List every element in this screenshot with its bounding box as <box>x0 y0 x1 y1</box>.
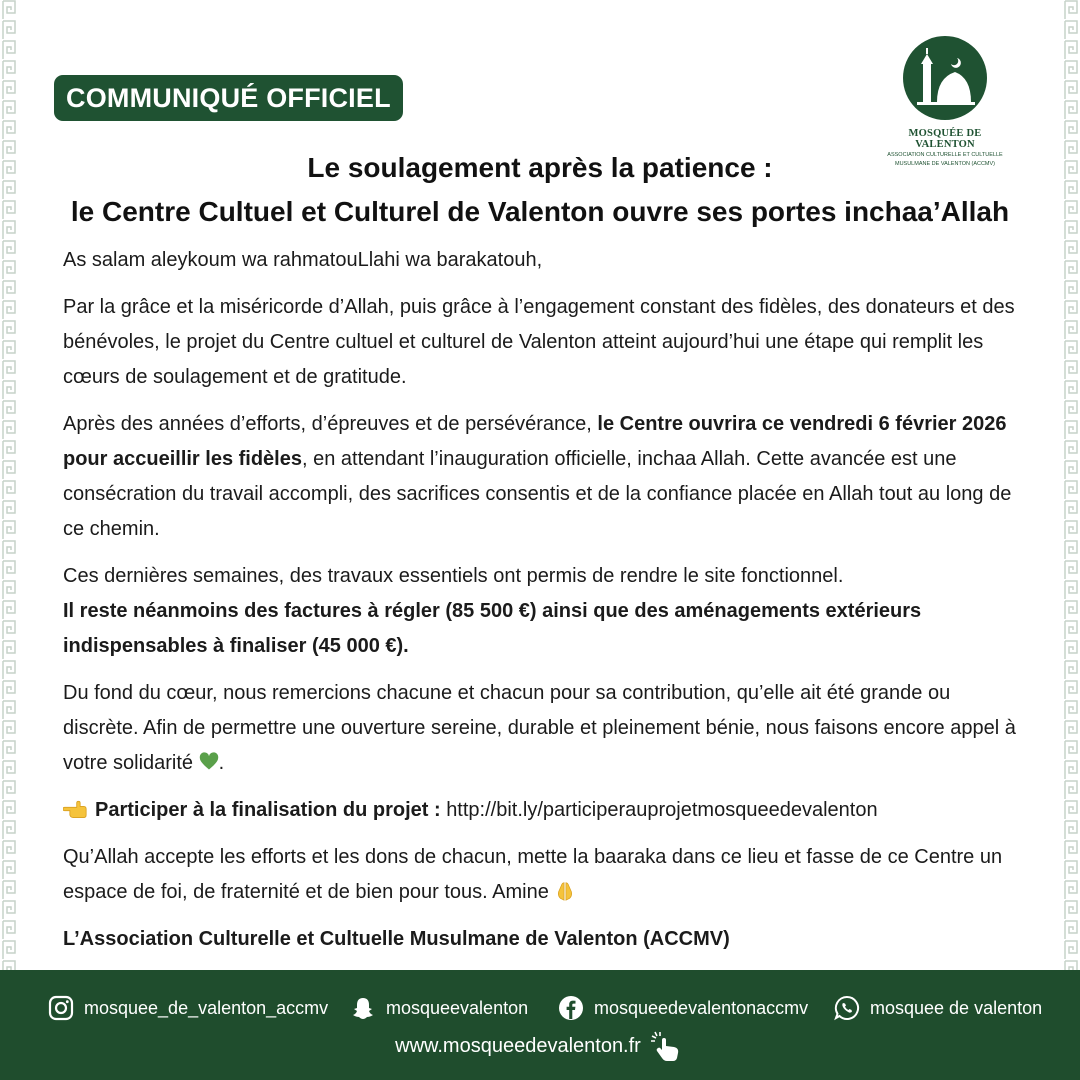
cta-label: Participer à la finalisation du projet : <box>95 799 441 821</box>
paragraph-3 <box>63 559 1023 664</box>
facebook-contact[interactable] <box>558 992 808 1024</box>
paragraph-2 <box>63 407 1023 547</box>
logo-subtitle-line1: ASSOCIATION CULTURELLE ET CULTUELLE <box>887 152 1003 158</box>
paragraph-4 <box>63 676 1023 781</box>
click-hand-icon <box>649 1030 685 1062</box>
praying-hands-icon <box>554 880 576 902</box>
paragraph-4-text: Du fond du cœur, nous remercions chacune et chacun pour sa contribution, qu’elle ait été grande ou discrète. Afin de permettre une ouverture sereine, durable et pleinement bénie, nous faisons encore appel à votre solidarité <box>63 682 1016 774</box>
logo-subtitle-line2: MUSULMANE DE VALENTON (ACCMV) <box>894 160 996 167</box>
contact-footer <box>0 970 1080 1080</box>
website-url: www.mosqueedevalenton.fr <box>395 1034 641 1057</box>
instagram-icon <box>48 995 74 1021</box>
official-communique-badge: COMMUNIQUÉ OFFICIEL <box>54 75 403 121</box>
snapchat-handle: mosqueevalenton <box>386 997 529 1018</box>
paragraph-2-start: Après des années d’efforts, d’épreuves et de persévérance, <box>63 413 598 435</box>
instagram-handle: mosquee_de_valenton_accmv <box>84 997 329 1018</box>
headline-line1: Le soulagement après la patience : <box>307 152 773 183</box>
whatsapp-icon <box>834 995 860 1021</box>
instagram-contact[interactable] <box>48 992 328 1024</box>
whatsapp-contact[interactable] <box>834 992 1042 1024</box>
communique-body <box>63 243 1023 957</box>
facebook-icon <box>558 995 584 1021</box>
whatsapp-handle: mosquee de valenton <box>870 997 1043 1018</box>
snapchat-contact[interactable] <box>350 992 528 1024</box>
paragraph-5-text: Qu’Allah accepte les efforts et les dons de chacun, mette la baaraka dans ce lieu et fasse de ce Centre un espace de foi, de fraternité et de bien pour tous. Amine <box>63 846 1003 903</box>
logo-name: MOSQUÉE DE VALENTON <box>908 128 982 150</box>
signature-text: L’Association Culturelle et Cultuelle Musulmane de Valenton (ACCMV) <box>63 928 730 950</box>
greeting: As salam aleykoum wa rahmatouLlahi wa barakatouh, <box>63 249 543 271</box>
opening-date-emphasis: le Centre ouvrira ce vendredi 6 février 2026 pour accueillir les fidèles <box>63 413 1007 470</box>
donation-link[interactable]: http://bit.ly/participerauprojetmosqueedevalenton <box>446 799 878 821</box>
paragraph-4-end: . <box>218 752 225 774</box>
paragraph-1: Par la grâce et la miséricorde d’Allah, puis grâce à l’engagement constant des fidèles, des donateurs et des bénévoles, le projet du Centre cultuel et culturel de Valenton atteint aujourd’hui une étape qui remplit les cœurs de soulagement et de gratitude. <box>63 296 1015 388</box>
pointing-hand-icon <box>63 799 87 819</box>
paragraph-3-text: Ces dernières semaines, des travaux essentiels ont permis de rendre le site fonctionnel. <box>63 565 844 587</box>
website-link[interactable] <box>0 1030 1080 1062</box>
facebook-handle: mosqueedevalentonaccmv <box>594 997 809 1018</box>
headline-line2: le Centre Cultuel et Culturel de Valenton ouvre ses portes inchaa’Allah <box>70 196 1010 227</box>
donation-call-to-action <box>63 793 1023 828</box>
headline <box>0 146 1080 234</box>
mosque-logo-icon <box>903 36 987 120</box>
snapchat-icon <box>350 995 376 1021</box>
paragraph-5 <box>63 840 1023 910</box>
paragraph-2-end: , en attendant l’inauguration officielle, inchaa Allah. Cette avancée est une consécration du travail accompli, des sacrifices consentis et de la confiance placée en Allah tout au long de ce chemin. <box>63 448 1012 540</box>
signature <box>63 922 1023 957</box>
green-heart-icon <box>199 752 219 772</box>
funding-needs-emphasis: Il reste néanmoins des factures à régler (85 500 €) ainsi que des aménagements extérieurs indispensables à finaliser (45 000 €). <box>63 600 922 657</box>
